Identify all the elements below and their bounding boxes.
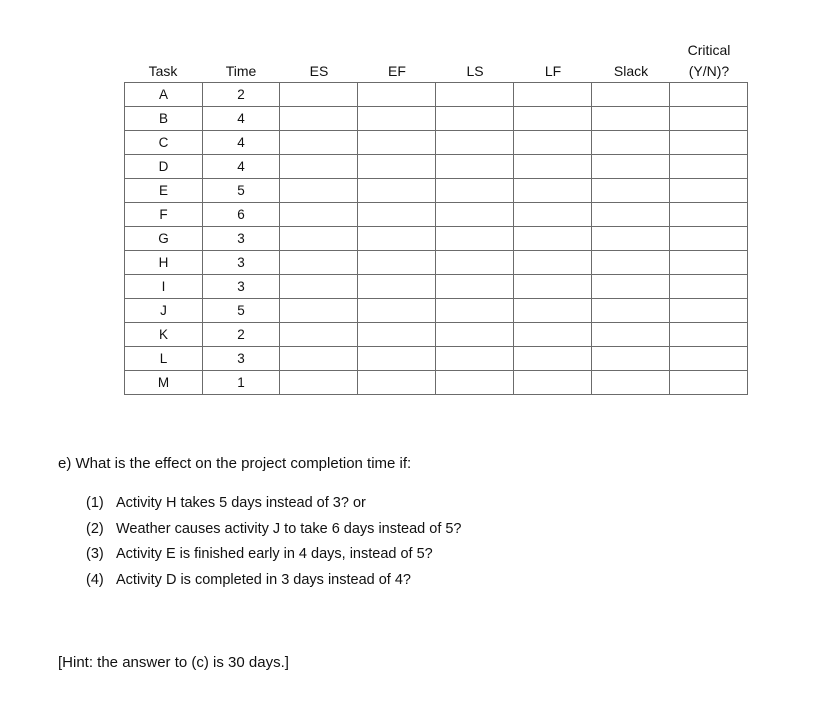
header-critical [670,42,748,80]
table-row [125,203,748,227]
es-cell[interactable] [280,371,358,395]
ls-cell[interactable] [436,251,514,275]
lf-cell[interactable] [514,107,592,131]
table-row [125,131,748,155]
task-cell: H [125,251,203,275]
critical-cell[interactable] [670,131,748,155]
es-cell[interactable] [280,323,358,347]
ef-cell[interactable] [358,275,436,299]
critical-cell[interactable] [670,155,748,179]
ls-cell[interactable] [436,323,514,347]
es-cell[interactable] [280,179,358,203]
table-row [125,227,748,251]
task-cell: A [125,83,203,107]
lf-cell[interactable] [514,323,592,347]
table-row [125,347,748,371]
es-cell[interactable] [280,107,358,131]
time-cell: 5 [203,179,280,203]
ef-cell[interactable] [358,371,436,395]
lf-cell[interactable] [514,275,592,299]
header-critical-line2: (Y/N)? [688,63,730,79]
question-item-number: (2) [86,520,104,537]
es-cell[interactable] [280,203,358,227]
ls-cell[interactable] [436,227,514,251]
ls-cell[interactable] [436,299,514,323]
slack-cell[interactable] [592,347,670,371]
es-cell[interactable] [280,275,358,299]
ef-cell[interactable] [358,227,436,251]
ls-cell[interactable] [436,155,514,179]
slack-cell[interactable] [592,155,670,179]
header-ef: EF [388,63,406,79]
time-cell: 3 [203,227,280,251]
slack-cell[interactable] [592,371,670,395]
slack-cell[interactable] [592,83,670,107]
question-item-text: Activity E is finished early in 4 days, instead of 5? [116,546,433,562]
critical-cell[interactable] [670,227,748,251]
task-cell: J [125,299,203,323]
table-row [125,371,748,395]
ef-cell[interactable] [358,155,436,179]
header-task: Task [148,63,178,79]
ls-cell[interactable] [436,107,514,131]
table-row [125,155,748,179]
critical-cell[interactable] [670,83,748,107]
header-lf: LF [544,63,562,79]
critical-cell[interactable] [670,251,748,275]
slack-cell[interactable] [592,275,670,299]
ef-cell[interactable] [358,203,436,227]
table-row [125,83,748,107]
ef-cell[interactable] [358,83,436,107]
es-cell[interactable] [280,347,358,371]
header-time: Time [225,63,257,79]
es-cell[interactable] [280,299,358,323]
time-cell: 2 [203,323,280,347]
table-row [125,251,748,275]
ef-cell[interactable] [358,131,436,155]
time-cell: 6 [203,203,280,227]
header-ls: LS [466,63,484,79]
time-cell: 3 [203,275,280,299]
slack-cell[interactable] [592,131,670,155]
task-cell: M [125,371,203,395]
es-cell[interactable] [280,131,358,155]
table-row [125,107,748,131]
ls-cell[interactable] [436,203,514,227]
task-cell: I [125,275,203,299]
lf-cell[interactable] [514,251,592,275]
question-item-number: (3) [86,546,104,562]
lf-cell[interactable] [514,131,592,155]
critical-cell[interactable] [670,371,748,395]
task-cell: E [125,179,203,203]
lf-cell[interactable] [514,371,592,395]
lf-cell[interactable] [514,227,592,251]
ef-cell[interactable] [358,347,436,371]
slack-cell[interactable] [592,107,670,131]
critical-cell[interactable] [670,179,748,203]
time-cell: 2 [203,83,280,107]
time-cell: 3 [203,347,280,371]
ls-cell[interactable] [436,179,514,203]
slack-cell[interactable] [592,179,670,203]
schedule-table-body [125,83,748,395]
slack-cell[interactable] [592,299,670,323]
time-cell: 3 [203,251,280,275]
schedule-table [124,82,748,395]
table-row [125,299,748,323]
lf-cell[interactable] [514,83,592,107]
question-item-text: Activity H takes 5 days instead of 3? or [116,495,366,511]
time-cell: 4 [203,155,280,179]
task-cell: D [125,155,203,179]
time-cell: 5 [203,299,280,323]
lf-cell[interactable] [514,155,592,179]
header-es: ES [309,63,329,79]
lf-cell[interactable] [514,203,592,227]
task-cell: L [125,347,203,371]
es-cell[interactable] [280,251,358,275]
hint-text: [Hint: the answer to (c) is 30 days.] [58,654,289,671]
critical-cell[interactable] [670,323,748,347]
slack-cell[interactable] [592,251,670,275]
es-cell[interactable] [280,155,358,179]
time-cell: 1 [203,371,280,395]
header-slack: Slack [613,63,649,79]
ls-cell[interactable] [436,131,514,155]
task-cell: F [125,203,203,227]
ef-cell[interactable] [358,299,436,323]
task-cell: C [125,131,203,155]
question-list [86,494,462,596]
es-cell[interactable] [280,227,358,251]
ls-cell[interactable] [436,371,514,395]
table-row [125,275,748,299]
time-cell: 4 [203,131,280,155]
question-item [86,571,462,597]
slack-cell[interactable] [592,203,670,227]
task-cell: G [125,227,203,251]
question-item [86,545,462,571]
question-item-number: (4) [86,571,104,588]
ls-cell[interactable] [436,83,514,107]
critical-cell[interactable] [670,347,748,371]
slack-cell[interactable] [592,323,670,347]
ef-cell[interactable] [358,251,436,275]
critical-cell[interactable] [670,203,748,227]
lf-cell[interactable] [514,299,592,323]
question-item-number: (1) [86,495,104,511]
es-cell[interactable] [280,83,358,107]
question-heading: e) What is the effect on the project completion time if: [58,455,412,472]
question-item [86,520,462,546]
ef-cell[interactable] [358,107,436,131]
slack-cell[interactable] [592,227,670,251]
question-item-text: Activity D is completed in 3 days instead of 4? [116,571,411,588]
question-item-text: Weather causes activity J to take 6 days instead of 5? [116,520,462,537]
table-row [125,323,748,347]
task-cell: K [125,323,203,347]
ls-cell[interactable] [436,347,514,371]
critical-cell[interactable] [670,107,748,131]
table-row [125,179,748,203]
lf-cell[interactable] [514,347,592,371]
ls-cell[interactable] [436,275,514,299]
critical-cell[interactable] [670,275,748,299]
question-item [86,494,462,520]
ef-cell[interactable] [358,323,436,347]
critical-cell[interactable] [670,299,748,323]
time-cell: 4 [203,107,280,131]
header-critical-line1: Critical [687,42,731,58]
ef-cell[interactable] [358,179,436,203]
task-cell: B [125,107,203,131]
lf-cell[interactable] [514,179,592,203]
